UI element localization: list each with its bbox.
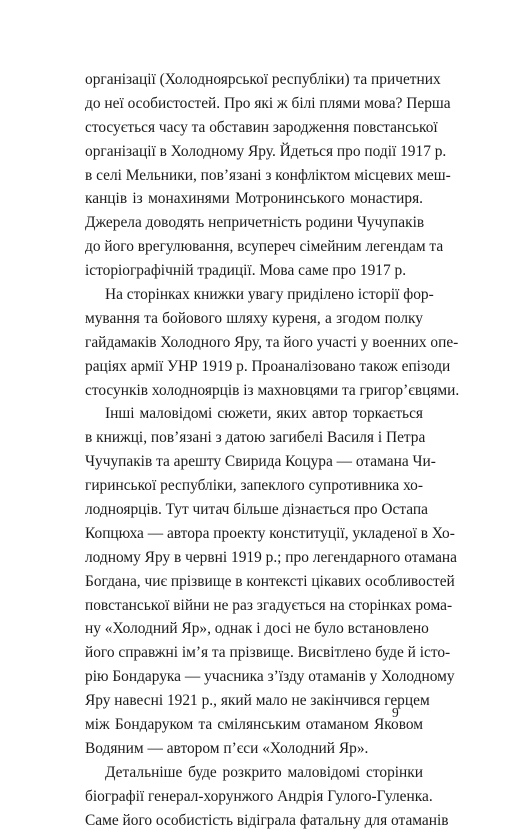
- text-line: Детальніше буде розкрито маловідомі сторінки: [105, 763, 423, 781]
- text-line: Саме його особистість відіграла фатальну для отаманів: [85, 811, 449, 829]
- text-line: лодноярців. Тут читач більше дізнається про Остапа: [85, 501, 428, 519]
- text-line: лодному Яру в червні 1919 р.; про легендарного отамана: [85, 548, 457, 566]
- text-line: Яру навесні 1921 р., який мало не закінчився герцем: [85, 692, 430, 710]
- page-body: [85, 68, 460, 833]
- text-line: організації в Холодному Яру. Йдеться про події 1917 р.: [85, 142, 447, 160]
- text-line: гиринської республіки, запеклого супротивника хо-: [85, 477, 423, 495]
- text-line: мування та бойового шляху куреня, а згодом полку: [85, 309, 423, 327]
- text-line: біографії генерал-хорунжого Андрія Гулого-Гуленка.: [85, 787, 433, 805]
- paragraph: [85, 761, 449, 833]
- text-line: до його врегулювання, всупереч сімейним легендам та: [85, 238, 444, 256]
- text-line: до неї особистостей. Про які ж білі плями мова? Перша: [85, 94, 451, 112]
- text-line: рію Бондарука — учасника з’їзду отаманів у Холодному: [85, 668, 455, 686]
- text-line: історіографічній традиції. Мова саме про 1917 р.: [85, 262, 407, 280]
- text-line: Водяним — автором п’єси «Холодний Яр».: [85, 739, 369, 757]
- text-line: раціях армії УНР 1919 р. Проаналізовано також епізоди: [85, 357, 451, 375]
- text-line: між Бондаруком та смілянським отаманом Яковом: [85, 716, 423, 734]
- paragraph: [85, 283, 460, 402]
- text-line: Інші маловідомі сюжети, яких автор торкається: [105, 405, 423, 423]
- text-line: Чучупаків та арешту Свирида Коцура — отамана Чи-: [85, 453, 436, 471]
- text-line: Копцюха — автора проекту конституції, укладеної в Хо-: [85, 524, 455, 542]
- text-line: стосунків холодноярців із махновцями та григор’євцями.: [85, 381, 460, 399]
- text-line: організації (Холодноярської республіки) та причетних: [85, 71, 441, 88]
- text-line: ну «Холодний Яр», однак і досі не було встановлено: [85, 620, 429, 638]
- text-line: повстанської війни не раз згадується на сторінках рома-: [85, 596, 453, 614]
- paragraph: [85, 402, 457, 760]
- text-line: в книжці, пов’язані з датою загибелі Василя і Петра: [85, 429, 426, 447]
- text-line: стосується часу та обставин зародження повстанської: [85, 118, 438, 136]
- text-line: його справжні ім’я та прізвище. Висвітлено буде й істо-: [85, 644, 451, 662]
- paragraph: [85, 68, 451, 283]
- text-line: Джерела доводять непричетність родини Чучупаків: [85, 214, 425, 232]
- text-line: На сторінках книжки увагу приділено історії фор-: [105, 286, 434, 304]
- text-line: Богдана, чиє прізвище в контексті цікавих особливостей: [85, 572, 455, 590]
- page-number: 9: [392, 705, 399, 720]
- text-line: в селі Мельники, пов’язані з конфліктом місцевих меш-: [85, 166, 451, 184]
- text-line: канців із монахинями Мотронинського монастиря.: [85, 190, 423, 208]
- text-line: гайдамаків Холодного Яру, та його участі у военних опе-: [85, 333, 459, 351]
